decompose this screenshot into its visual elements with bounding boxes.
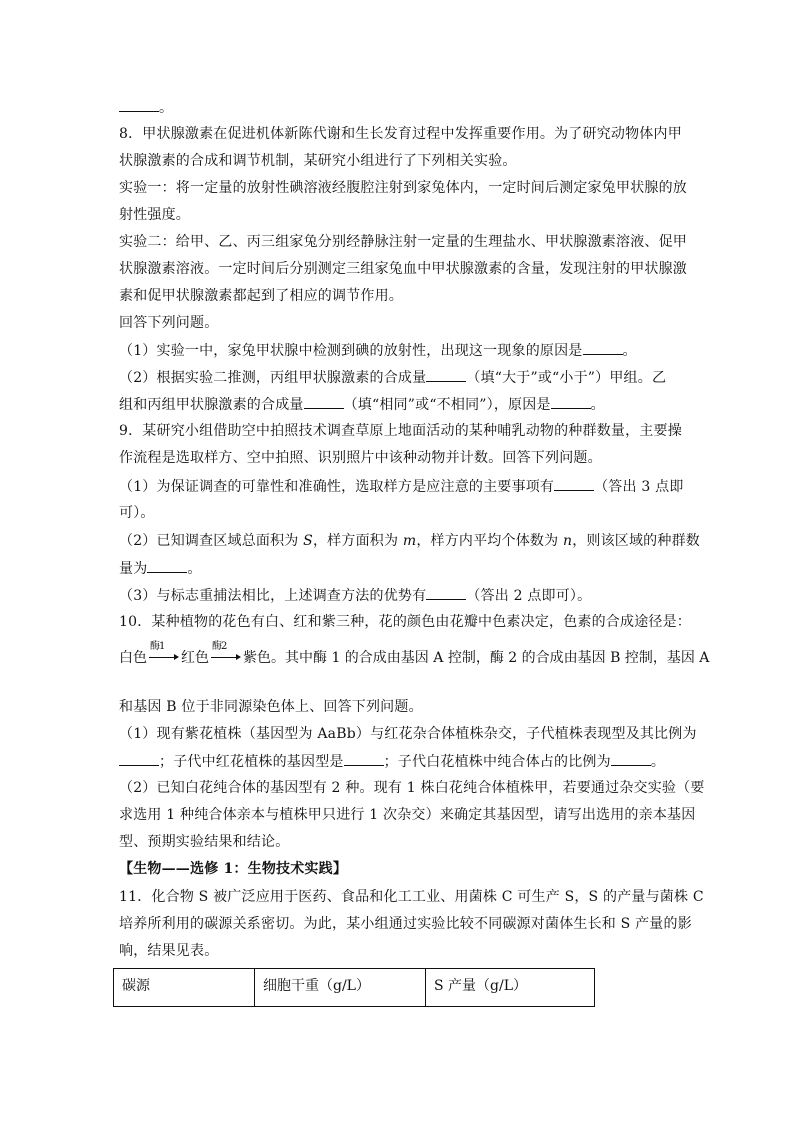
previous-question-tail: 。 — [119, 97, 173, 118]
table-header-row — [114, 969, 595, 1007]
q8-stem-line: 8．甲状腺激素在促进机体新陈代谢和生长发育过程中发挥重要作用。为了研究动物体内甲 — [119, 126, 682, 142]
answer-blank — [426, 585, 466, 600]
q10-stem-line: 和基因 B 位于非同源染色体上、回答下列问题。 — [119, 699, 423, 715]
q8-experiment2-line: 状腺激素溶液。一定时间后分别测定三组家兔血中甲状腺激素的含量，发现注射的甲状腺激 — [119, 261, 687, 277]
pathway-red: 红色 — [181, 650, 209, 666]
enzyme1-label: 酶1 — [150, 641, 165, 652]
q10-subquestion-2: （2）已知白花纯合体的基因型有 2 种。现有 1 株白花纯合体植株甲，若要通过杂交实验（要 — [119, 780, 705, 796]
q8-experiment2-line: 实验二：给甲、乙、丙三组家兔分别经静脉注射一定量的生理盐水、甲状腺激素溶液、促甲 — [119, 234, 687, 250]
q9-subquestion-1: 可）。 — [119, 505, 155, 521]
q10-stem-continuation: 其中酶 1 的合成由基因 A 控制，酶 2 的合成由基因 B 控制，基因 A — [285, 650, 710, 666]
q11-stem-line: 响，结果见表。 — [119, 943, 219, 959]
q8-stem-line: 状腺激素的合成和调节机制，某研究小组进行了下列相关实验。 — [119, 153, 517, 169]
q10-subquestion-1: （1）现有紫花植株（基因型为 AaBb）与红花杂合体植株杂交，子代植株表现型及其比例为 — [119, 726, 697, 742]
q8-subquestion-2: 组和丙组甲状腺激素的合成量 （填“相同”或“不相同”），原因是 。 — [119, 394, 605, 415]
pathway-arrow-enzyme1 — [149, 642, 179, 668]
pathway-arrow-enzyme2 — [211, 642, 241, 668]
table-header-cell: 碳源 — [114, 969, 255, 1007]
pathway-white: 白色 — [119, 650, 147, 666]
q8-subquestion-2: （2）根据实验二推测，丙组甲状腺激素的合成量 （填“大于”或“小于”）甲组。乙 — [119, 367, 666, 388]
table-header-cell: S 产量（g/L） — [426, 969, 595, 1007]
pigment-pathway — [119, 642, 709, 682]
answer-blank — [583, 340, 623, 355]
q9-subquestion-1: （1）为保证调查的可靠性和准确性，选取样方是应注意的主要事项有 （答出 3 点即 — [119, 476, 684, 497]
q10-stem-line: 10．某种植物的花色有白、红和紫三种，花的颜色由花瓣中色素决定，色素的合成途径是： — [119, 614, 692, 630]
answer-blank — [304, 394, 344, 409]
answer-blank — [119, 751, 159, 766]
answer-blank — [119, 97, 159, 112]
q8-experiment1-line: 实验一：将一定量的放射性碘溶液经腹腔注射到家兔体内，一定时间后测定家兔甲状腺的放 — [119, 180, 687, 196]
answer-blank — [554, 476, 594, 491]
q9-stem-line: 9．某研究小组借助空中拍照技术调查草原上地面活动的某种哺乳动物的种群数量，主要操 — [119, 423, 682, 439]
section-heading: 【生物——选修 1：生物技术实践】 — [119, 861, 348, 877]
answer-blank — [611, 751, 651, 766]
answer-blank — [147, 558, 187, 573]
q8-experiment2-line: 素和促甲状腺激素都起到了相应的调节作用。 — [119, 288, 403, 304]
q9-subquestion-3: （3）与标志重捕法相比，上述调查方法的优势有 （答出 2 点即可）。 — [119, 585, 591, 606]
carbon-source-table — [113, 968, 595, 1007]
q8-subquestion-1: （1）实验一中，家兔甲状腺中检测到碘的放射性，出现这一现象的原因是 。 — [119, 340, 637, 361]
pathway-purple: 紫色。 — [243, 650, 285, 666]
answer-blank — [344, 751, 384, 766]
table-header-cell: 细胞干重（g/L） — [255, 969, 426, 1007]
q8-experiment1-line: 射性强度。 — [119, 207, 190, 223]
q11-stem-line: 11．化合物 S 被广泛应用于医药、食品和化工工业、用菌株 C 可生产 S，S 的产量与菌株 C — [119, 889, 704, 905]
q9-subquestion-2: （2）已知调查区域总面积为 S，样方面积为 m，样方内平均个体数为 n，则该区域的种群数 — [119, 533, 700, 549]
q11-stem-line: 培养所利用的碳源关系密切。为此，某小组通过实验比较不同碳源对菌体生长和 S 产量的影 — [119, 916, 692, 932]
q10-subquestion-2: 型、预期实验结果和结论。 — [119, 834, 290, 850]
answer-blank — [551, 394, 591, 409]
q8-prompt: 回答下列问题。 — [119, 315, 219, 331]
q9-stem-line: 作流程是选取样方、空中拍照、识别照片中该种动物并计数。回答下列问题。 — [119, 450, 602, 466]
q10-subquestion-2: 求选用 1 种纯合体亲本与植株甲只进行 1 次杂交）来确定其基因型，请写出选用的亲本基因 — [119, 807, 696, 823]
q9-subquestion-2: 量为 。 — [119, 558, 202, 579]
answer-blank — [426, 367, 466, 382]
enzyme2-label: 酶2 — [212, 641, 227, 652]
q10-subquestion-1: ；子代中红花植株的基因型是 ；子代白花植株中纯合体占的比例为 。 — [119, 751, 665, 772]
